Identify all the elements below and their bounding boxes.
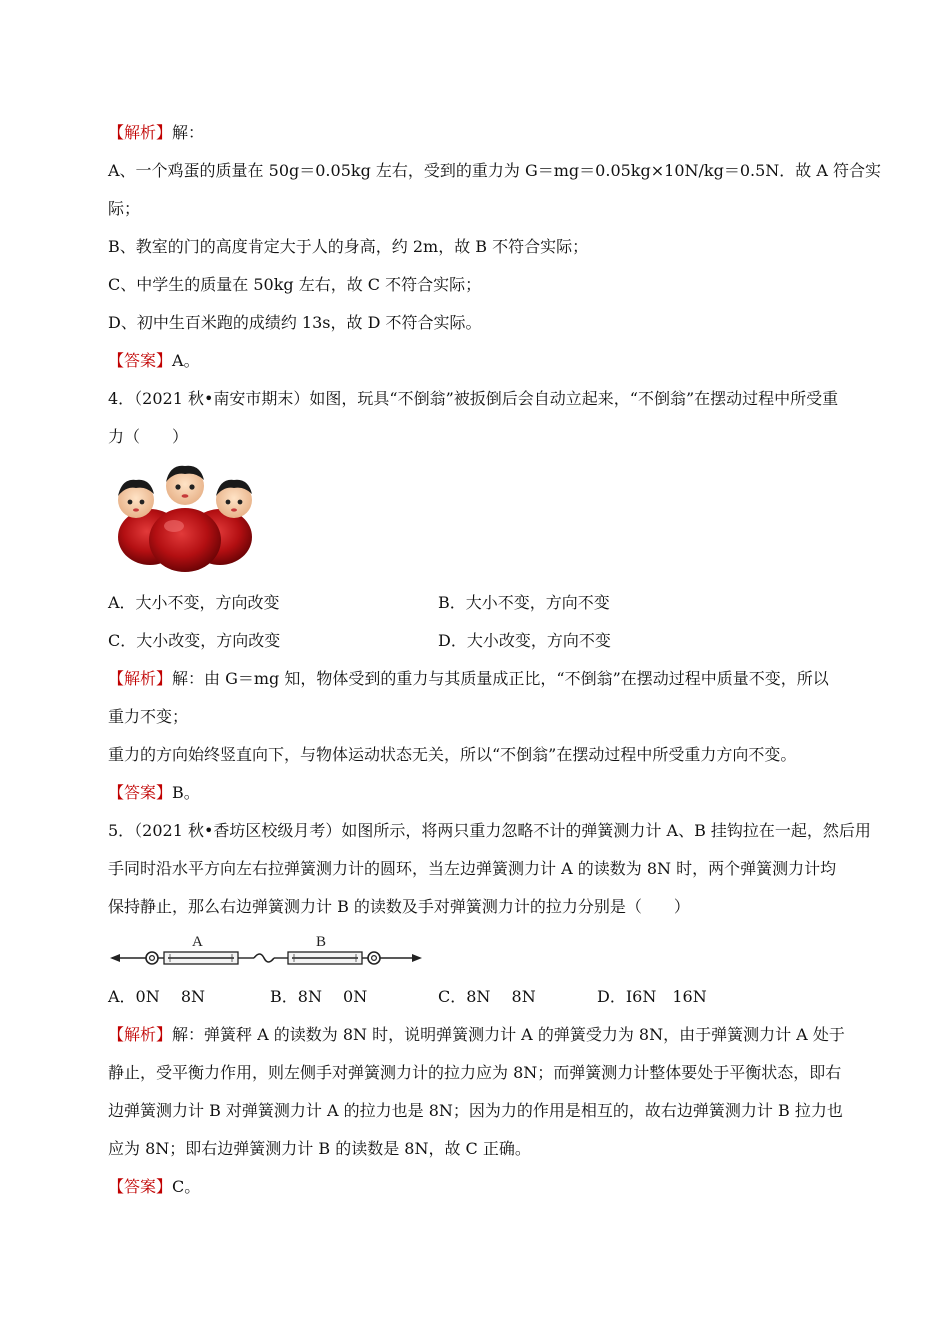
- q5-option-a[interactable]: A．0N 8N: [108, 987, 206, 1006]
- q4-option-a[interactable]: A．大小不变，方向改变: [108, 593, 280, 612]
- q3-line-d: D、初中生百米跑的成绩约 13s，故 D 不符合实际。: [108, 313, 482, 332]
- q3-line-c: C、中学生的质量在 50kg 左右，故 C 不符合实际；: [108, 275, 482, 294]
- q4-analysis-line3: 重力的方向始终竖直向下，与物体运动状态无关，所以“不倒翁”在摆动过程中所受重力方向不变。: [108, 745, 797, 764]
- q4-analysis-line2: 重力不变；: [108, 707, 189, 726]
- q3-analysis-heading: [108, 122, 204, 144]
- q5-analysis-line3: 边弹簧测力计 B 对弹簧测力计 A 的拉力也是 8N；因为力的作用是相互的，故右边弹簧测力计 B 拉力也: [108, 1101, 843, 1120]
- scale-a-label: A: [192, 934, 203, 950]
- analysis-tag: 【解析】: [108, 1025, 173, 1044]
- q5-option-c[interactable]: C．8N 8N: [438, 987, 536, 1006]
- q3-line-a1: A、一个鸡蛋的质量在 50g＝0.05kg 左右，受到的重力为 G＝mg＝0.05kg×10N/kg＝0.5N．故 A 符合实: [108, 161, 882, 180]
- q3-answer: [108, 350, 200, 372]
- analysis-text: 解：由 G＝mg 知，物体受到的重力与其质量成正比，“不倒翁”在摆动过程中质量不变，所以: [172, 669, 829, 688]
- q5-analysis-line1: [108, 1024, 845, 1046]
- q5-option-d[interactable]: D．I6N 16N: [597, 987, 707, 1006]
- q5-stem-line1: 5．（2021 秋•香坊区校级月考）如图所示，将两只重力忽略不计的弹簧测力计 A、B 挂钩拉在一起，然后用: [108, 821, 871, 840]
- scale-b-label: B: [316, 934, 327, 950]
- analysis-tag: 【解析】: [108, 123, 173, 142]
- q4-option-c[interactable]: C．大小改变，方向改变: [108, 631, 281, 650]
- q4-stem-line1: 4．（2021 秋•南安市期末）如图，玩具“不倒翁”被扳倒后会自动立起来，“不倒翁”在摆动过程中所受重: [108, 389, 839, 408]
- answer-tag: 【答案】: [108, 783, 173, 802]
- q5-option-b[interactable]: B．8N 0N: [270, 987, 368, 1006]
- q5-answer: [108, 1176, 200, 1198]
- q4-answer: [108, 782, 200, 804]
- q5-stem-line3: 保持静止，那么右边弹簧测力计 B 的读数及手对弹簧测力计的拉力分别是（ ）: [108, 897, 690, 916]
- q4-stem-line2: 力（ ）: [108, 427, 189, 446]
- q3-line-b: B、教室的门的高度肯定大于人的身高，约 2m，故 B 不符合实际；: [108, 237, 589, 256]
- answer-tag: 【答案】: [108, 351, 173, 370]
- spring-scales-diagram: [108, 930, 426, 970]
- answer-tag: 【答案】: [108, 1177, 173, 1196]
- q4-option-d[interactable]: D．大小改变，方向不变: [438, 631, 611, 650]
- tumbler-toy-image: [112, 462, 258, 574]
- answer-value: B。: [172, 783, 200, 802]
- q3-line-a2: 际；: [108, 199, 141, 218]
- analysis-lead: 解：: [172, 123, 205, 142]
- answer-value: A。: [172, 351, 200, 370]
- answer-value: C。: [172, 1177, 201, 1196]
- q5-analysis-line4: 应为 8N；即右边弹簧测力计 B 的读数是 8N，故 C 正确。: [108, 1139, 531, 1158]
- q5-stem-line2: 手同时沿水平方向左右拉弹簧测力计的圆环，当左边弹簧测力计 A 的读数为 8N 时，两个弹簧测力计均: [108, 859, 837, 878]
- q4-analysis-line1: [108, 668, 829, 690]
- q5-analysis-line2: 静止，受平衡力作用，则左侧手对弹簧测力计的拉力应为 8N；而弹簧测力计整体要处于平衡状态，即右: [108, 1063, 842, 1082]
- analysis-tag: 【解析】: [108, 669, 173, 688]
- q4-option-b[interactable]: B．大小不变，方向不变: [438, 593, 610, 612]
- analysis-text: 解：弹簧秤 A 的读数为 8N 时，说明弹簧测力计 A 的弹簧受力为 8N，由于弹簧测力计 A 处于: [172, 1025, 845, 1044]
